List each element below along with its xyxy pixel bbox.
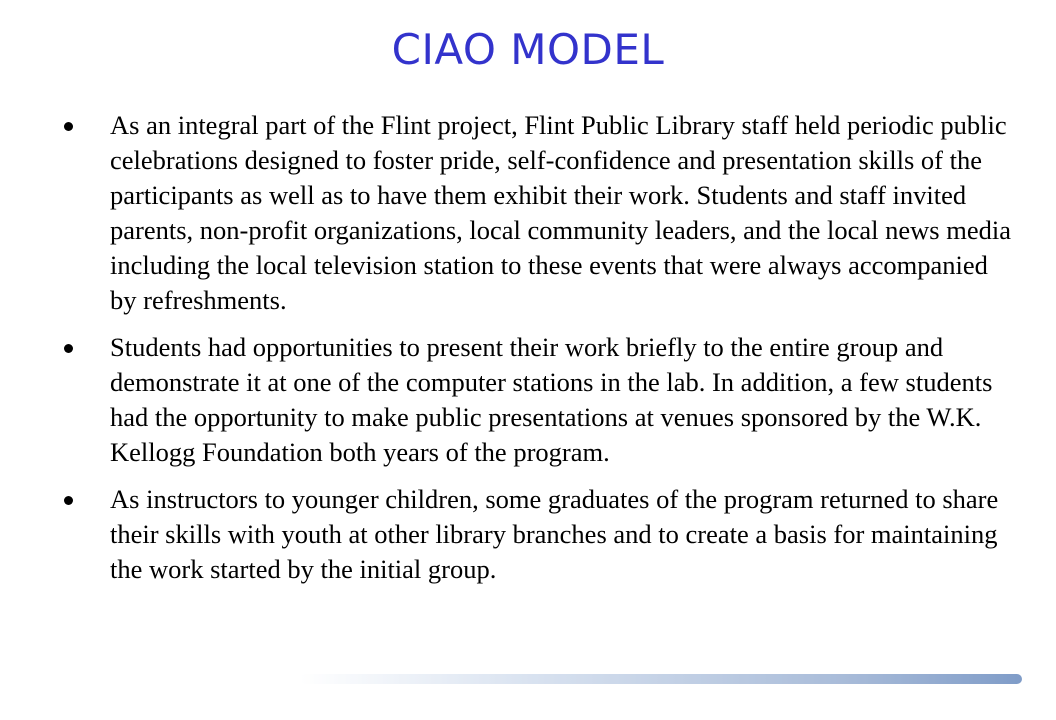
bullet-item: [44, 108, 1014, 318]
bullet-item: [44, 330, 1014, 470]
slide-title: CIAO MODEL: [391, 25, 665, 74]
bullet-text: Students had opportunities to present their work briefly to the entire group and demonstrate it at one of the computer stations in the lab. In addition, a few students had the opportunity to make public presentations at venues sponsored by the W.K. Kellogg Foundation both years of the program.: [110, 332, 993, 467]
bullet-text: As instructors to younger children, some graduates of the program returned to share their skills with youth at other library branches and to create a basis for maintaining the work started by the initial group.: [110, 484, 999, 584]
bullet-dot-icon: [64, 122, 73, 131]
bullet-text: As an integral part of the Flint project, Flint Public Library staff held periodic public celebrations designed to foster pride, self-confidence and presentation skills of the participants as well as to have them exhibit their work. Students and staff invited parents, non-profit organizations, local community leaders, and the local news media including the local television station to these events that were always accompanied by refreshments.: [110, 110, 1011, 315]
bullet-dot-icon: [64, 496, 73, 505]
bullet-item: [44, 482, 1014, 587]
bullet-dot-icon: [64, 344, 73, 353]
decorative-bottom-bar: [300, 674, 1022, 684]
bullet-list: [44, 108, 1014, 599]
